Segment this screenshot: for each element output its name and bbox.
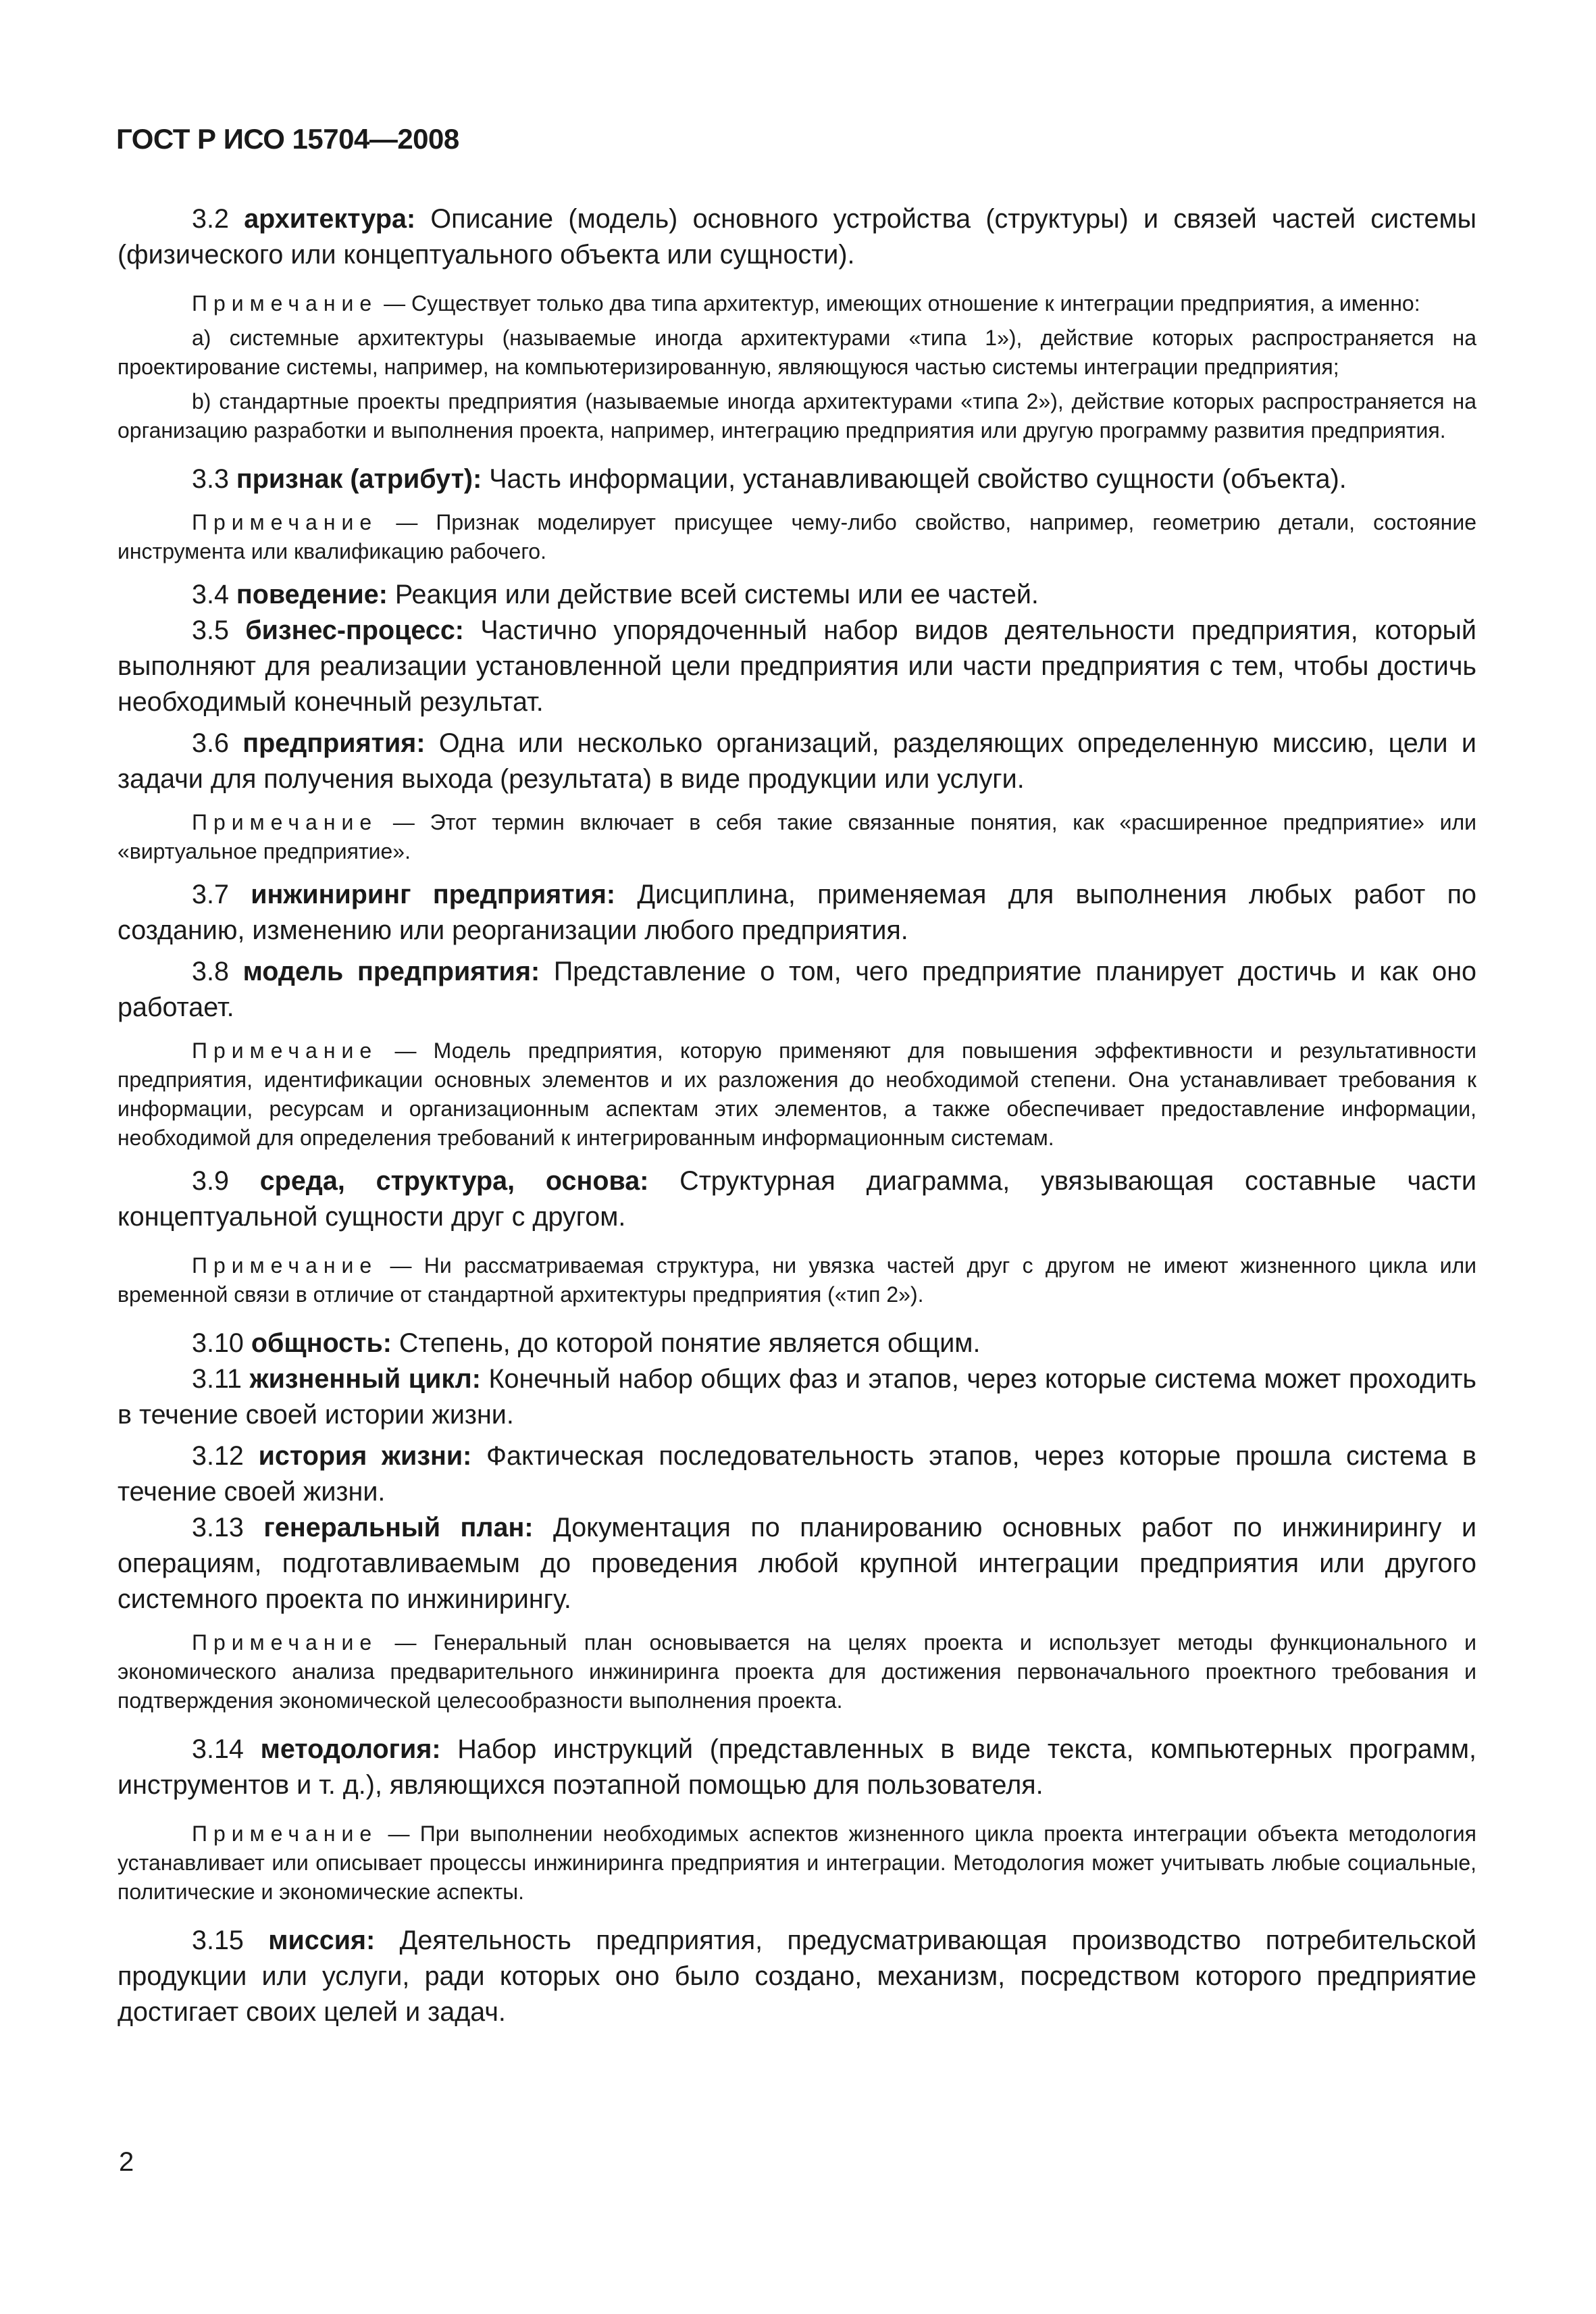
note-3-3	[118, 508, 1476, 566]
term-definition: Степень, до которой понятие является общим.	[391, 1328, 981, 1358]
term-entry-3-4	[118, 577, 1476, 613]
note-label: Примечание	[192, 510, 378, 534]
term-entry-3-2	[118, 201, 1476, 273]
note-dash: —	[378, 291, 411, 316]
document-header: ГОСТ Р ИСО 15704—2008	[116, 123, 459, 155]
note-dash: —	[378, 1038, 434, 1063]
term-name: методология:	[260, 1734, 441, 1764]
term-name: миссия:	[268, 1926, 376, 1955]
term-definition: Деятельность предприятия, предусматривающая производство потребительской продукции или услуги, ради которых оно было создано, механизм, посредством которого предприятие достигает своих целей и задач.	[118, 1926, 1477, 2027]
term-number: 3.13	[192, 1513, 264, 1542]
term-entry-3-7	[118, 877, 1476, 949]
term-name: жизненный цикл:	[249, 1364, 481, 1394]
term-entry-3-12	[118, 1438, 1476, 1510]
term-entry-3-10	[118, 1326, 1476, 1361]
term-number: 3.5	[192, 615, 246, 645]
term-entry-3-6	[118, 726, 1476, 797]
term-definition: Дисциплина, применяемая для выполнения любых работ по созданию, изменению или реорганизации любого предприятия.	[118, 880, 1477, 945]
term-name: поведение:	[236, 580, 388, 609]
note-label: Примечание	[192, 1253, 378, 1278]
term-definition: Набор инструкций (представленных в виде текста, компьютерных программ, инструментов и т. д.), являющихся поэтапной помощью для пользователя.	[118, 1734, 1476, 1800]
term-entry-3-5	[118, 613, 1476, 720]
note-dash: —	[378, 810, 430, 834]
term-number: 3.15	[192, 1926, 269, 1955]
term-entry-3-15	[118, 1923, 1476, 2030]
term-name: история жизни:	[258, 1441, 472, 1471]
term-definition: Фактическая последовательность этапов, через которые прошла система в течение своей жизни.	[118, 1441, 1476, 1507]
term-definition: Представление о том, чего предприятие планирует достичь и как оно работает.	[118, 957, 1477, 1022]
note-text: Существует только два типа архитектур, имеющих отношение к интеграции предприятия, а именно:	[411, 291, 1420, 316]
term-definition: Конечный набор общих фаз и этапов, через которые система может проходить в течение своей истории жизни.	[118, 1364, 1476, 1430]
note-label: Примечание	[192, 291, 378, 316]
term-number: 3.10	[192, 1328, 251, 1358]
term-number: 3.8	[192, 957, 243, 986]
note-label: Примечание	[192, 1821, 378, 1846]
note-3-9	[118, 1251, 1476, 1309]
term-name: архитектура:	[244, 204, 416, 234]
term-number: 3.6	[192, 728, 243, 758]
term-entry-3-9	[118, 1163, 1476, 1235]
note-3-2-item-b: b) стандартные проекты предприятия (называемые иногда архитектурами «типа 2»), действие которых распространяется на организацию разработки и выполнения проекта, например, интеграцию предприятия или другую программу развития предприятия.	[118, 389, 1476, 443]
term-name: инжиниринг предприятия:	[251, 880, 616, 909]
note-label: Примечание	[192, 810, 378, 834]
note-3-2-item-a: a) системные архитектуры (называемые иногда архитектурами «типа 1»), действие которых распространяется на проектирование системы, например, на компьютеризированную, являющуюся частью системы интеграции предприятия;	[118, 326, 1476, 379]
term-number: 3.14	[192, 1734, 261, 1764]
term-number: 3.12	[192, 1441, 259, 1471]
term-definition: Реакция или действие всей системы или ее частей.	[387, 580, 1039, 609]
note-3-14	[118, 1819, 1476, 1907]
note-dash: —	[378, 510, 436, 534]
term-name: предприятия:	[242, 728, 426, 758]
term-number: 3.3	[192, 464, 236, 494]
document-body	[118, 201, 1476, 2030]
term-name: общность:	[251, 1328, 392, 1358]
term-name: признак (атрибут):	[236, 464, 482, 494]
term-number: 3.11	[192, 1364, 250, 1394]
term-entry-3-11	[118, 1361, 1476, 1433]
term-definition: Документация по планированию основных работ по инжинирингу и операциям, подготавливаемым до проведения любой крупной интеграции предприятия или другого системного проекта по инжинирингу.	[118, 1513, 1477, 1614]
note-text: Этот термин включает в себя такие связанные понятия, как «расширенное предприятие» или «виртуальное предприятие».	[118, 810, 1477, 863]
note-dash: —	[378, 1821, 420, 1846]
page-number: 2	[119, 2147, 134, 2177]
note-3-6	[118, 808, 1476, 866]
term-entry-3-3	[118, 461, 1476, 497]
term-entry-3-13	[118, 1510, 1476, 1617]
note-text: Генеральный план основывается на целях проекта и использует методы функционального и экономического анализа предварительного инжиниринга проекта для достижения первоначального проектного требования и подтверждения экономической целесообразности выполнения проекта.	[118, 1630, 1477, 1713]
term-number: 3.2	[192, 204, 244, 234]
term-entry-3-8	[118, 954, 1476, 1026]
term-name: генеральный план:	[263, 1513, 534, 1542]
note-text: Признак моделирует присущее чему-либо свойство, например, геометрию детали, состояние инструмента или квалификацию рабочего.	[118, 510, 1477, 563]
term-number: 3.9	[192, 1166, 260, 1196]
term-name: модель предприятия:	[242, 957, 540, 986]
term-name: бизнес-процесс:	[245, 615, 464, 645]
term-entry-3-14	[118, 1732, 1476, 1803]
note-dash: —	[378, 1253, 424, 1278]
note-text: Ни рассматриваемая структура, ни увязка частей друг с другом не имеют жизненного цикла или временной связи в отличие от стандартной архитектуры предприятия («тип 2»).	[118, 1253, 1477, 1307]
term-name: среда, структура, основа:	[259, 1166, 649, 1196]
note-3-8	[118, 1036, 1476, 1153]
term-number: 3.7	[192, 880, 251, 909]
note-label: Примечание	[192, 1038, 378, 1063]
term-definition: Часть информации, устанавливающей свойство сущности (объекта).	[482, 464, 1347, 494]
note-label: Примечание	[192, 1630, 378, 1655]
note-dash: —	[378, 1630, 434, 1655]
term-definition: Структурная диаграмма, увязывающая составные части концептуальной сущности друг с другом.	[118, 1166, 1476, 1232]
term-definition: Описание (модель) основного устройства (структуры) и связей частей системы (физического или концептуального объекта или сущности).	[118, 204, 1476, 270]
note-3-2	[118, 289, 1476, 318]
note-text: При выполнении необходимых аспектов жизненного цикла проекта интеграции объекта методология устанавливает или описывает процессы инжиниринга предприятия и интеграции. Методология может учитывать любые социальные, политические и экономические аспекты.	[118, 1821, 1477, 1904]
term-definition: Частично упорядоченный набор видов деятельности предприятия, который выполняют для реализации установленной цели предприятия или части предприятия с тем, чтобы достичь необходимый конечный результат.	[118, 615, 1476, 717]
term-definition: Одна или несколько организаций, разделяющих определенную миссию, цели и задачи для получения выхода (результата) в виде продукции или услуги.	[118, 728, 1476, 794]
term-number: 3.4	[192, 580, 236, 609]
note-3-13	[118, 1628, 1476, 1715]
note-text: Модель предприятия, которую применяют для повышения эффективности и результативности предприятия, идентификации основных элементов и их разложения до необходимой степени. Она устанавливает требования к информации, ресурсам и организационным аспектам этих элементов, а также обеспечивает предоставление информации, необходимой для определения требований к интегрированным информационным системам.	[118, 1038, 1476, 1150]
